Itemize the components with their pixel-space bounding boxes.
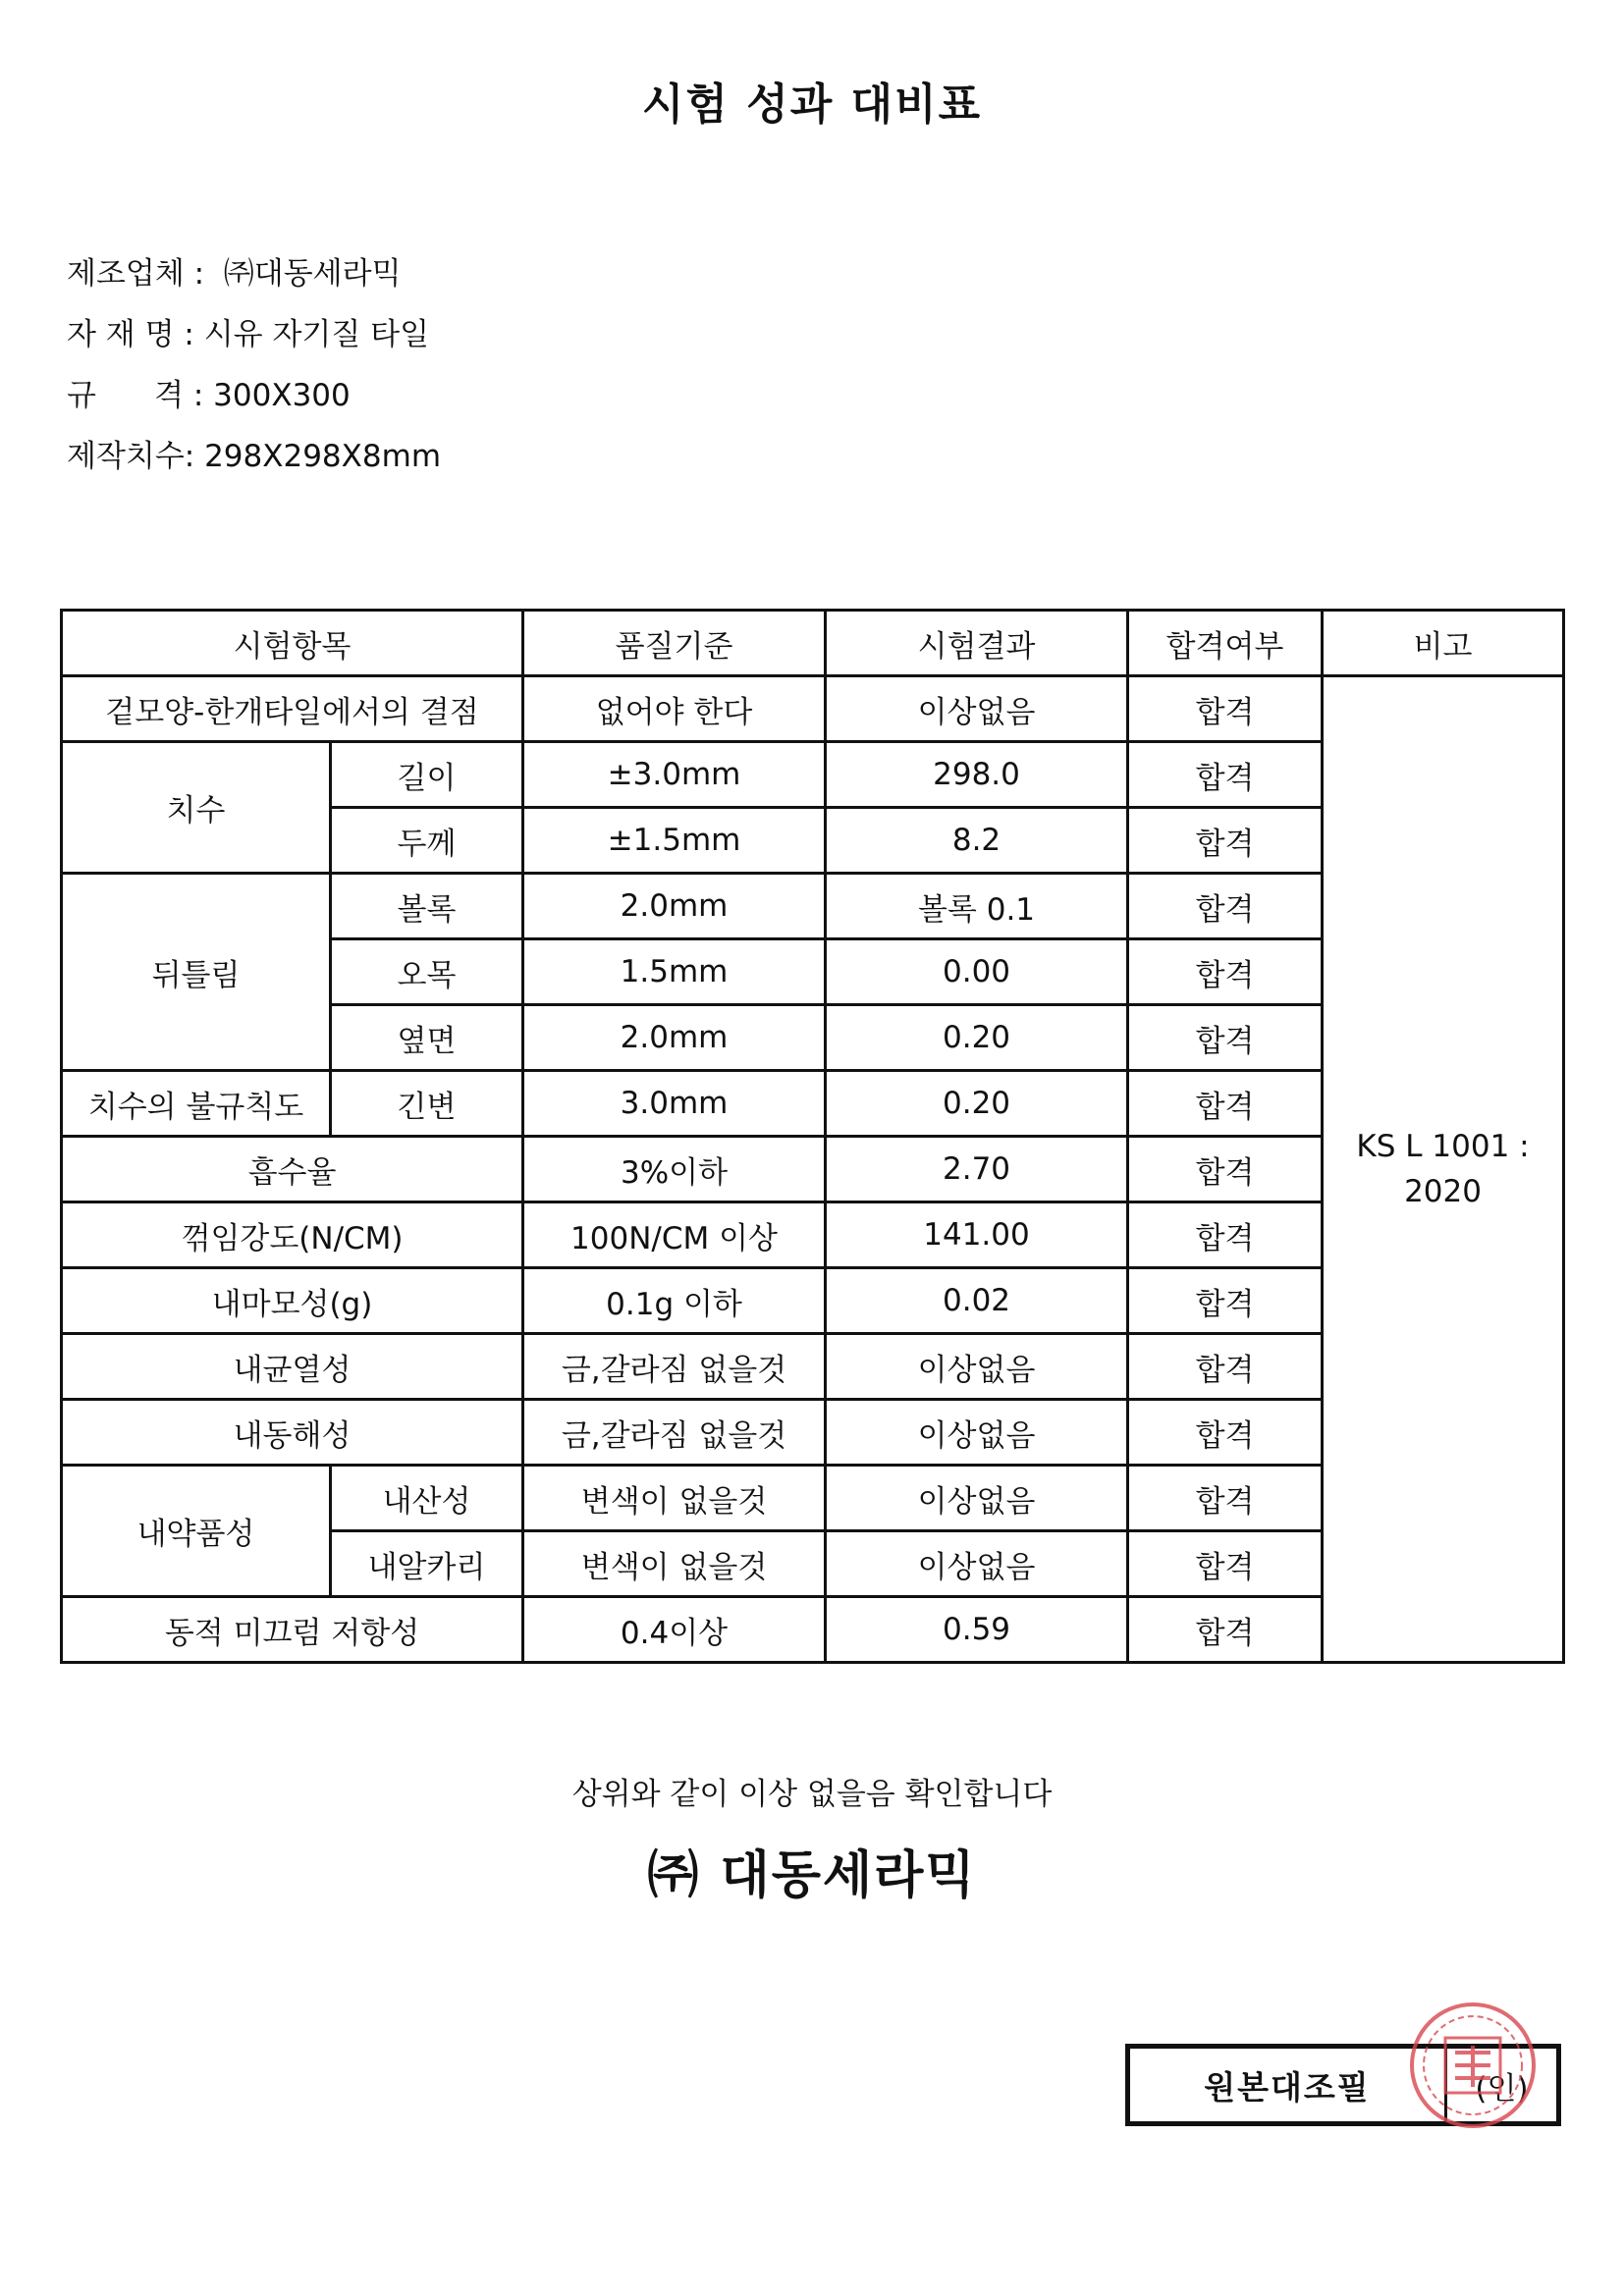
row-subitem: 볼록	[331, 874, 523, 939]
document-title: 시험 성과 대비표	[641, 80, 983, 130]
row-standard: 1.5mm	[523, 939, 826, 1005]
row-standard: 3.0mm	[523, 1071, 826, 1137]
row-item: 동적 미끄럼 저항성	[62, 1597, 523, 1663]
row-result: 0.20	[826, 1071, 1128, 1137]
header-test-item: 시험항목	[62, 611, 523, 676]
row-standard: 2.0mm	[523, 874, 826, 939]
row-pass: 합격	[1128, 742, 1323, 808]
row-result: 2.70	[826, 1137, 1128, 1202]
row-subitem: 두께	[331, 808, 523, 874]
row-result: 141.00	[826, 1202, 1128, 1268]
row-standard: 0.1g 이하	[523, 1268, 826, 1334]
header-pass-fail: 합격여부	[1128, 611, 1323, 676]
row-pass: 합격	[1128, 874, 1323, 939]
row-group: 뒤틀림	[62, 874, 331, 1071]
verification-label: 원본대조필	[1204, 2067, 1371, 2107]
row-result: 0.20	[826, 1005, 1128, 1071]
header-remarks: 비고	[1323, 611, 1564, 676]
row-group: 치수의 불규칙도	[62, 1071, 331, 1137]
row-standard: 변색이 없을것	[523, 1466, 826, 1531]
official-seal-icon	[1406, 1999, 1540, 2132]
row-standard: ±3.0mm	[523, 742, 826, 808]
row-pass: 합격	[1128, 1334, 1323, 1400]
row-pass: 합격	[1128, 1071, 1323, 1137]
row-pass: 합격	[1128, 1137, 1323, 1202]
row-item: 내균열성	[62, 1334, 523, 1400]
row-result: 0.00	[826, 939, 1128, 1005]
verification-seal-text: (인)	[1475, 2070, 1529, 2107]
row-subitem: 오목	[331, 939, 523, 1005]
row-pass: 합격	[1128, 676, 1323, 742]
row-item: 꺾임강도(N/CM)	[62, 1202, 523, 1268]
remarks-standard: KS L 1001 :	[1356, 1129, 1530, 1164]
row-result: 이상없음	[826, 1400, 1128, 1466]
header-quality-standard: 품질기준	[523, 611, 826, 676]
row-group: 치수	[62, 742, 331, 874]
row-standard: 3%이하	[523, 1137, 826, 1202]
row-pass: 합격	[1128, 939, 1323, 1005]
row-standard: 변색이 없을것	[523, 1531, 826, 1597]
test-results-table	[60, 609, 1565, 1664]
row-result: 이상없음	[826, 1466, 1128, 1531]
manufacturer-line: 제조업체 : ㈜대동세라믹	[67, 256, 402, 292]
dimensions-line: 제작치수: 298X298X8mm	[67, 439, 442, 474]
row-group: 내약품성	[62, 1466, 331, 1597]
row-pass: 합격	[1128, 808, 1323, 874]
row-standard: ±1.5mm	[523, 808, 826, 874]
row-subitem: 내알카리	[331, 1531, 523, 1597]
row-result: 이상없음	[826, 676, 1128, 742]
material-line: 자 재 명 : 시유 자기질 타일	[67, 317, 430, 352]
row-pass: 합격	[1128, 1268, 1323, 1334]
row-standard: 금,갈라짐 없을것	[523, 1400, 826, 1466]
row-standard: 0.4이상	[523, 1597, 826, 1663]
row-standard: 금,갈라짐 없을것	[523, 1334, 826, 1400]
row-pass: 합격	[1128, 1531, 1323, 1597]
row-subitem: 긴변	[331, 1071, 523, 1137]
row-subitem: 옆면	[331, 1005, 523, 1071]
row-result: 0.02	[826, 1268, 1128, 1334]
row-pass: 합격	[1128, 1005, 1323, 1071]
company-name: ㈜ 대동세라믹	[647, 1846, 977, 1905]
row-result: 이상없음	[826, 1334, 1128, 1400]
row-standard: 2.0mm	[523, 1005, 826, 1071]
confirmation-text: 상위와 같이 이상 없을음 확인합니다	[571, 1777, 1053, 1812]
row-result: 이상없음	[826, 1531, 1128, 1597]
row-result: 0.59	[826, 1597, 1128, 1663]
row-subitem: 내산성	[331, 1466, 523, 1531]
row-result: 298.0	[826, 742, 1128, 808]
row-subitem: 길이	[331, 742, 523, 808]
row-standard: 없어야 한다	[523, 676, 826, 742]
row-item: 내동해성	[62, 1400, 523, 1466]
row-standard: 100N/CM 이상	[523, 1202, 826, 1268]
row-pass: 합격	[1128, 1400, 1323, 1466]
remarks-year: 2020	[1404, 1174, 1482, 1209]
remarks-cell	[1323, 676, 1564, 1663]
row-pass: 합격	[1128, 1466, 1323, 1531]
row-pass: 합격	[1128, 1597, 1323, 1663]
table-header-row	[62, 611, 1564, 676]
spec-line: 규 격 : 300X300	[67, 378, 351, 413]
row-item: 흡수율	[62, 1137, 523, 1202]
header-test-result: 시험결과	[826, 611, 1128, 676]
row-item: 내마모성(g)	[62, 1268, 523, 1334]
row-pass: 합격	[1128, 1202, 1323, 1268]
row-item: 겉모양-한개타일에서의 결점	[62, 676, 523, 742]
product-info	[67, 243, 441, 487]
row-result: 볼록 0.1	[826, 874, 1128, 939]
row-result: 8.2	[826, 808, 1128, 874]
table-row	[62, 676, 1564, 742]
